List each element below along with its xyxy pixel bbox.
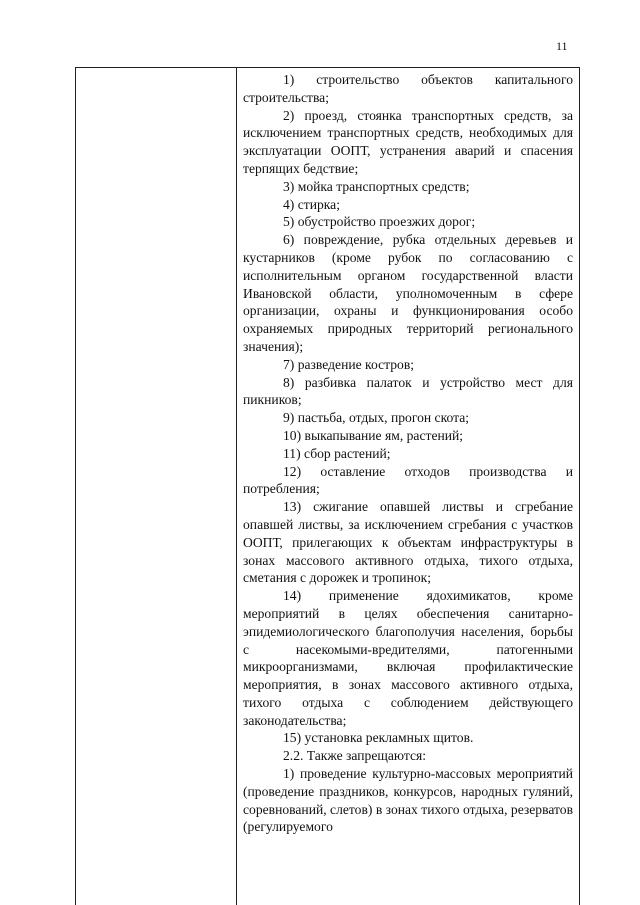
column-divider (236, 68, 237, 905)
paragraph-item-8: 8) разбивка палаток и устройство мест для пикников; (243, 374, 573, 408)
paragraph-item-12: 12) оставление отходов производства и потребления; (243, 463, 573, 497)
paragraph-item-2-2-1: 1) проведение культурно-массовых мероприятий (проведение праздников, конкурсов, народных гуляний, соревнований, слетов) в зонах тихого отдыха, резерватов (регулируемого (243, 766, 573, 835)
paragraph-item-9: 9) пастьба, отдых, прогон скота; (283, 410, 470, 426)
paragraph-item-1: 1) строительство объектов капитального строительства; (243, 72, 573, 105)
paragraph-item-10: 10) выкапывание ям, растений; (283, 427, 464, 443)
document-table (75, 67, 580, 905)
page-number: 11 (556, 39, 568, 53)
paragraph-item-3: 3) мойка транспортных средств; (283, 178, 470, 194)
section-heading-2-2: 2.2. Также запрещаются: (283, 748, 427, 764)
paragraph-item-4: 4) стирка; (283, 196, 340, 212)
paragraph-item-13: 13) сжигание опавшей листвы и сгребание опавшей листвы, за исключением сгребания с участков ООПТ, прилегающих к объектам инфраструктуры в зонах массового активного отдыха, тихого отдыха, сметания с дорожек и тропинок; (243, 499, 573, 586)
table-content-cell (243, 71, 573, 836)
paragraph-item-2: 2) проезд, стоянка транспортных средств, за исключением транспортных средств, необходимых для эксплуатации ООПТ, устранения аварий и спасения терпящих бедствие; (243, 107, 573, 176)
paragraph-item-7: 7) разведение костров; (283, 356, 415, 372)
paragraph-item-11: 11) сбор растений; (283, 445, 391, 461)
paragraph-item-14: 14) применение ядохимикатов, кроме мероприятий в целях обеспечения санитарно-эпидемиологического благополучия населения, борьбы с насекомыми-вредителями, патогенными микроорганизмами, включая профилактические мероприятия, в зонах массового активного отдыха, тихого отдыха с соблюдением действующего законодательства; (243, 588, 573, 728)
paragraph-item-5: 5) обустройство проезжих дорог; (283, 214, 476, 230)
paragraph-item-15: 15) установка рекламных щитов. (283, 730, 474, 746)
paragraph-item-6: 6) повреждение, рубка отдельных деревьев и кустарников (кроме рубок по согласованию с исполнительным органом государственной власти Ивановской области, уполномоченным в сфере организации, охраны и функционирования особо охраняемых природных территорий регионального значения); (243, 232, 573, 354)
